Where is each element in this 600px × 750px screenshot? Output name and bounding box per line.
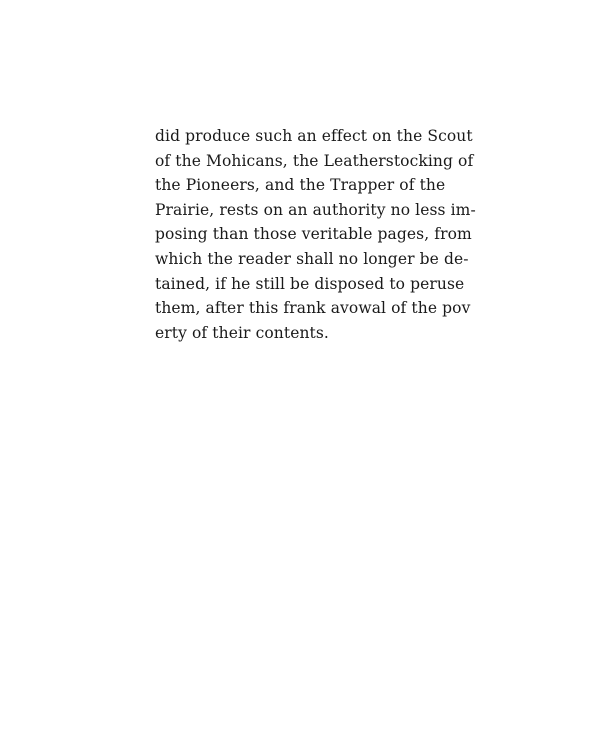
text-line: tained, if he still be disposed to peruse	[155, 274, 465, 293]
text-line: posing than those veritable pages, from	[155, 225, 472, 244]
text-line: did produce such an effect on the Scout	[155, 127, 473, 145]
text-line: which the reader shall no longer be de-	[155, 249, 469, 268]
text-line: them, after this frank avowal of the pov	[155, 299, 471, 318]
text-line: erty of their contents.	[155, 323, 329, 342]
text-line: Prairie, rests on an authority no less im-	[155, 200, 476, 219]
text-line: of the Mohicans, the Leatherstocking of	[155, 151, 474, 170]
body-paragraph	[155, 124, 476, 345]
text-line: the Pioneers, and the Trapper of the	[155, 176, 446, 195]
